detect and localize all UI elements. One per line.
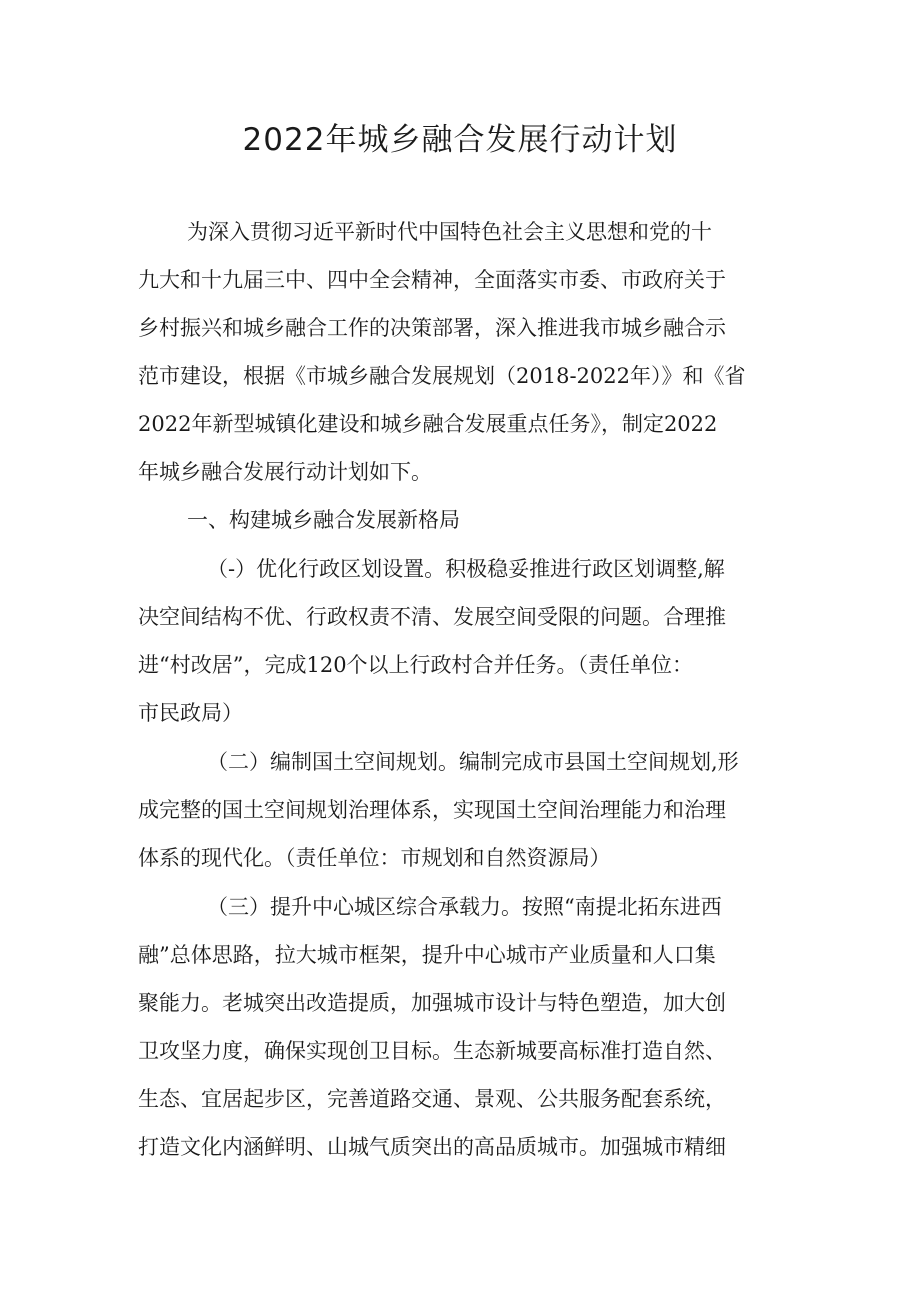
paragraph-line: 2022年新型城镇化建设和城乡融合发展重点任务》，制定2022 (138, 412, 718, 436)
paragraph-line: （三）提升中心城区综合承载力。按照“南提北拓东进西 (207, 895, 722, 919)
paragraph-line: 打造文化内涵鲜明、山城气质突出的高品质城市。加强城市精细 (138, 1135, 726, 1159)
paragraph-line: 生态、宜居起步区，完善道路交通、景观、公共服务配套系统， (138, 1087, 726, 1111)
paragraph-line: （-）优化行政区划设置。积极稳妥推进行政区划调整,解 (207, 557, 725, 581)
paragraph-line: 九大和十九届三中、四中全会精神，全面落实市委、市政府关于 (138, 268, 726, 292)
paragraph-line: 卫攻坚力度，确保实现创卫目标。生态新城要高标准打造自然、 (138, 1039, 726, 1063)
paragraph-line: 体系的现代化。（责任单位：市规划和自然资源局） (138, 846, 611, 870)
paragraph-line: 范市建设，根据《市城乡融合发展规划（2018-2022年）》和《省 (138, 364, 746, 388)
document-title: 2022年城乡融合发展行动计划 (242, 122, 678, 158)
paragraph-line: 年城乡融合发展行动计划如下。 (138, 460, 432, 484)
paragraph-line: 进“村改居”，完成120个以上行政村合并任务。（责任单位： (138, 653, 694, 677)
paragraph-line: 乡村振兴和城乡融合工作的决策部署，深入推进我市城乡融合示 (138, 316, 726, 340)
paragraph-line: 成完整的国土空间规划治理体系，实现国土空间治理能力和治理 (138, 798, 726, 822)
paragraph-line: 融”总体思路，拉大城市框架，提升中心城市产业质量和人口集 (138, 943, 716, 967)
paragraph-line: 聚能力。老城突出改造提质，加强城市设计与特色塑造，加大创 (138, 991, 726, 1015)
paragraph-line: 为深入贯彻习近平新时代中国特色社会主义思想和党的十 (187, 220, 712, 244)
section-heading-text: 一、构建城乡融合发展新格局 (187, 508, 460, 532)
paragraph-line: （二）编制国土空间规划。编制完成市县国土空间规划,形 (207, 750, 739, 774)
paragraph-line: 决空间结构不优、行政权责不清、发展空间受限的问题。合理推 (138, 605, 726, 629)
paragraph-line: 市民政局） (138, 701, 243, 725)
